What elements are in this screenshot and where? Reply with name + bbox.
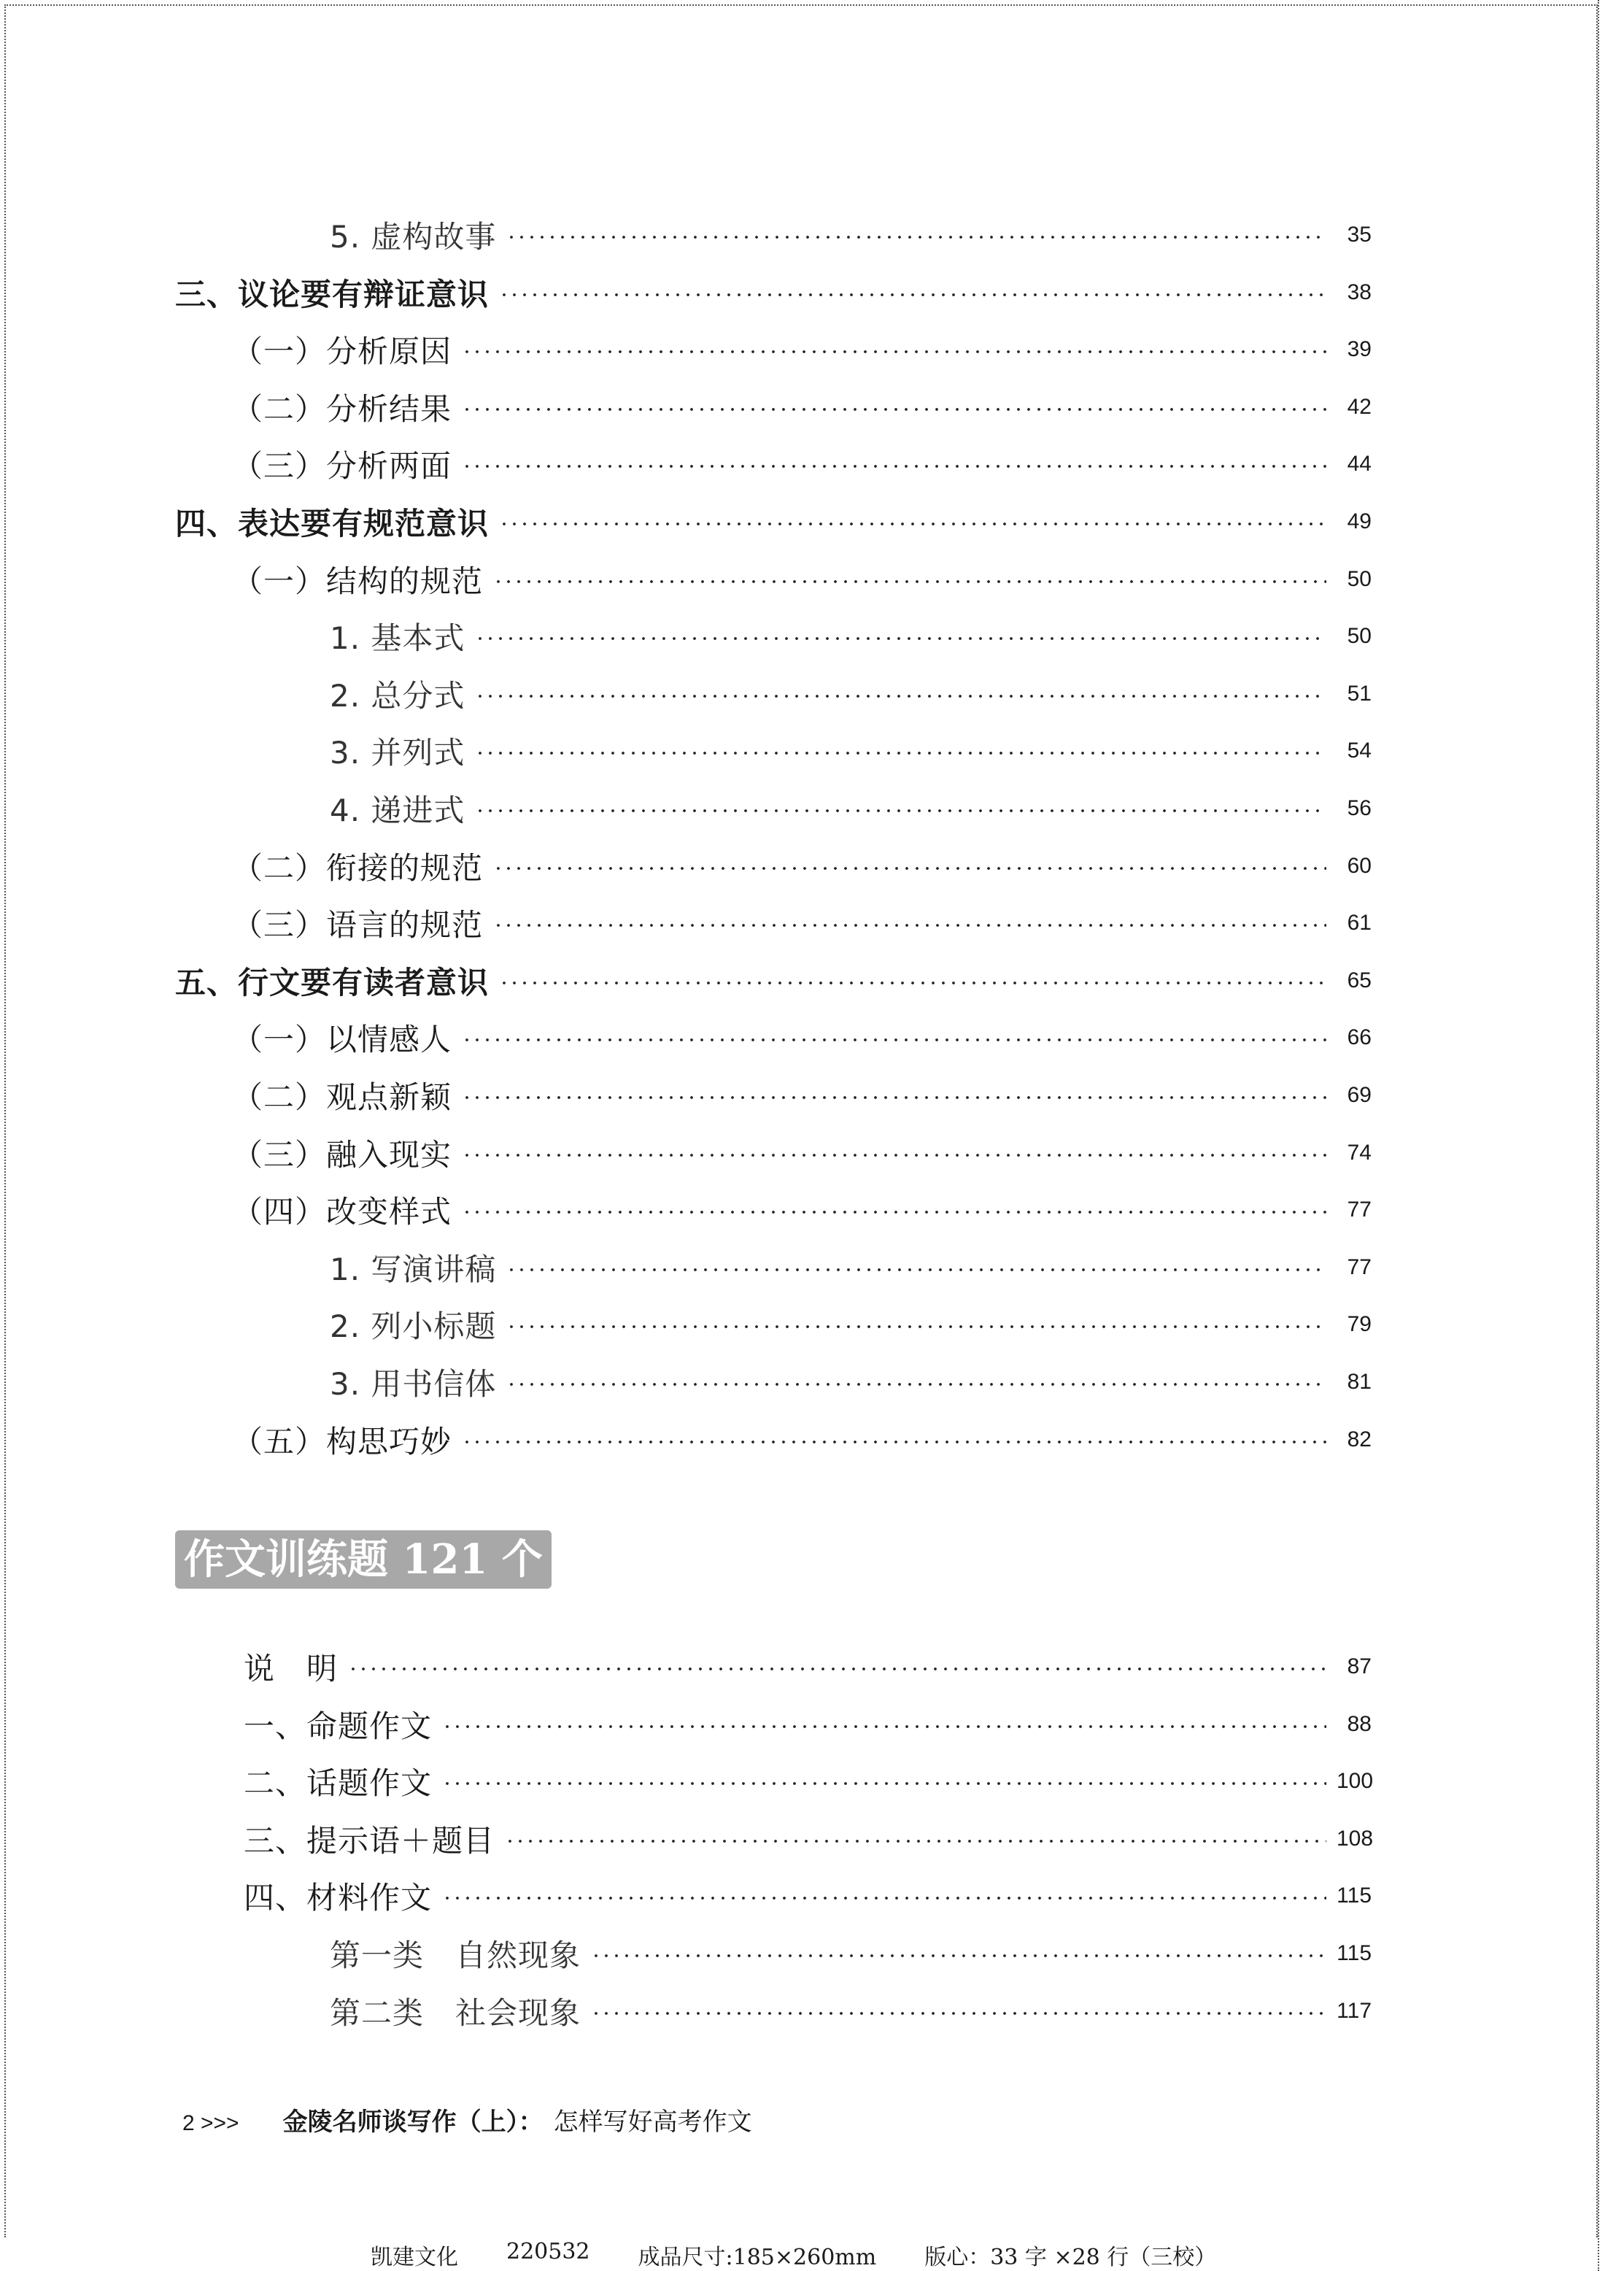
toc-entry-page: 39 <box>1347 337 1372 362</box>
toc-entry-label: （三）语言的规范 <box>232 907 484 944</box>
toc-entry-label: 三、提示语＋题目 <box>244 1822 495 1859</box>
toc-entry-page: 66 <box>1347 1025 1372 1050</box>
toc-entry <box>232 841 1372 892</box>
toc-entry-label: （二）衔接的规范 <box>232 849 484 886</box>
toc-leader-dots <box>442 1781 1326 1786</box>
toc-entry-label: 第二类 社会现象 <box>330 1994 581 2031</box>
toc-entry-page: 35 <box>1347 223 1372 247</box>
toc-entry-page: 77 <box>1347 1254 1372 1279</box>
toc-entry-label: 3. 用书信体 <box>330 1366 497 1402</box>
toc-entry-label: 4. 递进式 <box>330 793 465 828</box>
toc-leader-dots <box>348 1667 1326 1671</box>
toc-entry-page: 44 <box>1347 452 1372 477</box>
toc-entry-label: 5. 虚构故事 <box>330 219 497 255</box>
toc-entry-page: 54 <box>1347 739 1372 763</box>
toc-leader-dots <box>475 636 1326 641</box>
toc-entry-page: 115 <box>1337 1883 1372 1908</box>
toc-entry-label: 二、话题作文 <box>244 1765 433 1802</box>
toc-entry-page: 51 <box>1347 681 1372 706</box>
toc-leader-dots <box>493 866 1326 871</box>
page-footer <box>182 2102 752 2137</box>
toc-leader-dots <box>462 1038 1326 1042</box>
toc-entry-label: （一）结构的规范 <box>232 563 484 599</box>
print-info-item: 凯建文化 <box>371 2245 458 2270</box>
toc-leader-dots <box>462 1095 1326 1100</box>
toc-entry-label: （三）融入现实 <box>232 1136 452 1173</box>
toc-entry <box>330 1928 1372 1979</box>
toc-entry-page: 77 <box>1347 1198 1372 1222</box>
toc-entry-label: 3. 并列式 <box>330 735 465 771</box>
toc-leader-dots <box>462 350 1326 354</box>
toc-leader-dots <box>591 2011 1326 2016</box>
toc-entry-label: 四、材料作文 <box>244 1880 433 1916</box>
toc-entry-page: 38 <box>1347 279 1372 304</box>
toc-leader-dots <box>499 981 1326 985</box>
toc-entry <box>175 267 1372 318</box>
toc-leader-dots <box>499 293 1326 297</box>
toc-entry <box>244 1699 1372 1750</box>
toc-entry-page: 60 <box>1347 853 1372 878</box>
toc-entry-page: 49 <box>1347 509 1372 533</box>
toc-entry <box>175 955 1372 1006</box>
toc-leader-dots <box>499 522 1326 526</box>
toc-entry <box>244 1756 1372 1807</box>
toc-leader-dots <box>462 464 1326 469</box>
toc-entry <box>330 783 1372 834</box>
toc-entry <box>232 554 1372 605</box>
toc-entry-page: 108 <box>1337 1826 1374 1851</box>
toc-entry-page: 115 <box>1337 1941 1372 1965</box>
toc-entry-label: 说 明 <box>244 1651 339 1686</box>
toc-leader-dots <box>442 1896 1326 1900</box>
print-info-item: 成品尺寸:185×260mm <box>638 2245 877 2270</box>
toc-entry <box>330 725 1372 776</box>
toc-entry-page: 100 <box>1337 1769 1374 1794</box>
toc-entry-label: （二）观点新颖 <box>232 1079 452 1115</box>
toc-entry <box>330 1242 1372 1293</box>
toc-entry-label: 2. 列小标题 <box>330 1308 497 1345</box>
toc-leader-dots <box>505 1839 1326 1843</box>
toc-entry-page: 61 <box>1347 911 1372 936</box>
toc-entry-page: 50 <box>1347 624 1372 649</box>
toc-entry <box>330 611 1372 662</box>
toc-entry <box>175 496 1372 547</box>
toc-entry-label: 三、议论要有辩证意识 <box>175 276 490 312</box>
toc-entry-label: 四、表达要有规范意识 <box>175 506 490 541</box>
toc-leader-dots <box>475 809 1326 813</box>
toc-entry-page: 81 <box>1347 1370 1372 1394</box>
toc-entry-label: （二）分析结果 <box>232 390 452 427</box>
toc-entry-page: 50 <box>1347 566 1372 591</box>
toc-entry-label: 第一类 自然现象 <box>330 1938 581 1973</box>
toc-entry <box>232 324 1372 375</box>
toc-leader-dots <box>493 579 1326 584</box>
toc-entry-page: 56 <box>1347 796 1372 820</box>
toc-leader-dots <box>506 1268 1326 1272</box>
toc-entry <box>244 1641 1372 1692</box>
toc-entry-label: 一、命题作文 <box>244 1708 433 1744</box>
toc-entry-page: 42 <box>1347 394 1372 419</box>
print-info-item: 220532 <box>506 2239 590 2264</box>
toc-entry <box>330 668 1372 720</box>
page-number: 2 >>> <box>182 2111 239 2135</box>
toc-leader-dots <box>462 1153 1326 1157</box>
toc-entry-page: 79 <box>1347 1312 1372 1337</box>
toc-leader-dots <box>462 1440 1326 1444</box>
toc-entry <box>232 1012 1372 1063</box>
toc-entry <box>232 382 1372 433</box>
book-subtitle: 怎样写好高考作文 <box>553 2108 752 2137</box>
toc-entry <box>330 1986 1372 2037</box>
toc-entry <box>330 1299 1372 1350</box>
toc-entry-page: 87 <box>1347 1654 1372 1678</box>
toc-entry <box>232 1414 1372 1465</box>
toc-leader-dots <box>475 694 1326 698</box>
book-title: 金陵名师谈写作（上）： <box>282 2108 544 2137</box>
toc-entry-label: （三）分析两面 <box>232 448 452 485</box>
toc-entry-label: （一）分析原因 <box>232 333 452 370</box>
toc-entry-label: （四）改变样式 <box>232 1194 452 1230</box>
print-info-item: 版心：33 字 ×28 行（三校） <box>924 2245 1217 2270</box>
toc-entry <box>244 1813 1372 1865</box>
toc-entry-page: 74 <box>1347 1140 1372 1165</box>
toc-entry <box>244 1870 1372 1921</box>
toc-entry <box>330 209 1372 261</box>
toc-leader-dots <box>506 235 1326 239</box>
toc-entry <box>232 1070 1372 1121</box>
toc-entry-label: （五）构思巧妙 <box>232 1423 452 1460</box>
toc-entry-label: （一）以情感人 <box>232 1022 452 1058</box>
section-heading: 作文训练题 121 个 <box>175 1530 552 1589</box>
toc-entry <box>232 898 1372 949</box>
toc-entry <box>330 1357 1372 1408</box>
toc-entry-page: 69 <box>1347 1083 1372 1107</box>
toc-leader-dots <box>591 1954 1326 1958</box>
toc-entry <box>232 1127 1372 1179</box>
toc-leader-dots <box>506 1382 1326 1387</box>
toc-entry <box>232 439 1372 490</box>
toc-entry-page: 65 <box>1347 968 1372 992</box>
print-info <box>371 2239 1216 2271</box>
toc-leader-dots <box>493 923 1326 928</box>
toc-entry-label: 1. 写演讲稿 <box>330 1251 497 1287</box>
toc-entry-page: 82 <box>1347 1427 1372 1451</box>
toc-leader-dots <box>506 1325 1326 1329</box>
toc-entry <box>232 1184 1372 1235</box>
toc-entry-label: 1. 基本式 <box>330 620 465 657</box>
page-edge <box>1598 0 1599 2271</box>
toc-leader-dots <box>442 1724 1326 1729</box>
toc-entry-label: 2. 总分式 <box>330 677 465 714</box>
toc-leader-dots <box>475 751 1326 755</box>
toc-leader-dots <box>462 407 1326 412</box>
toc-leader-dots <box>462 1210 1326 1214</box>
toc-entry-page: 117 <box>1337 1998 1372 2023</box>
toc-entry-page: 88 <box>1347 1711 1372 1736</box>
toc-entry-label: 五、行文要有读者意识 <box>175 964 490 1000</box>
